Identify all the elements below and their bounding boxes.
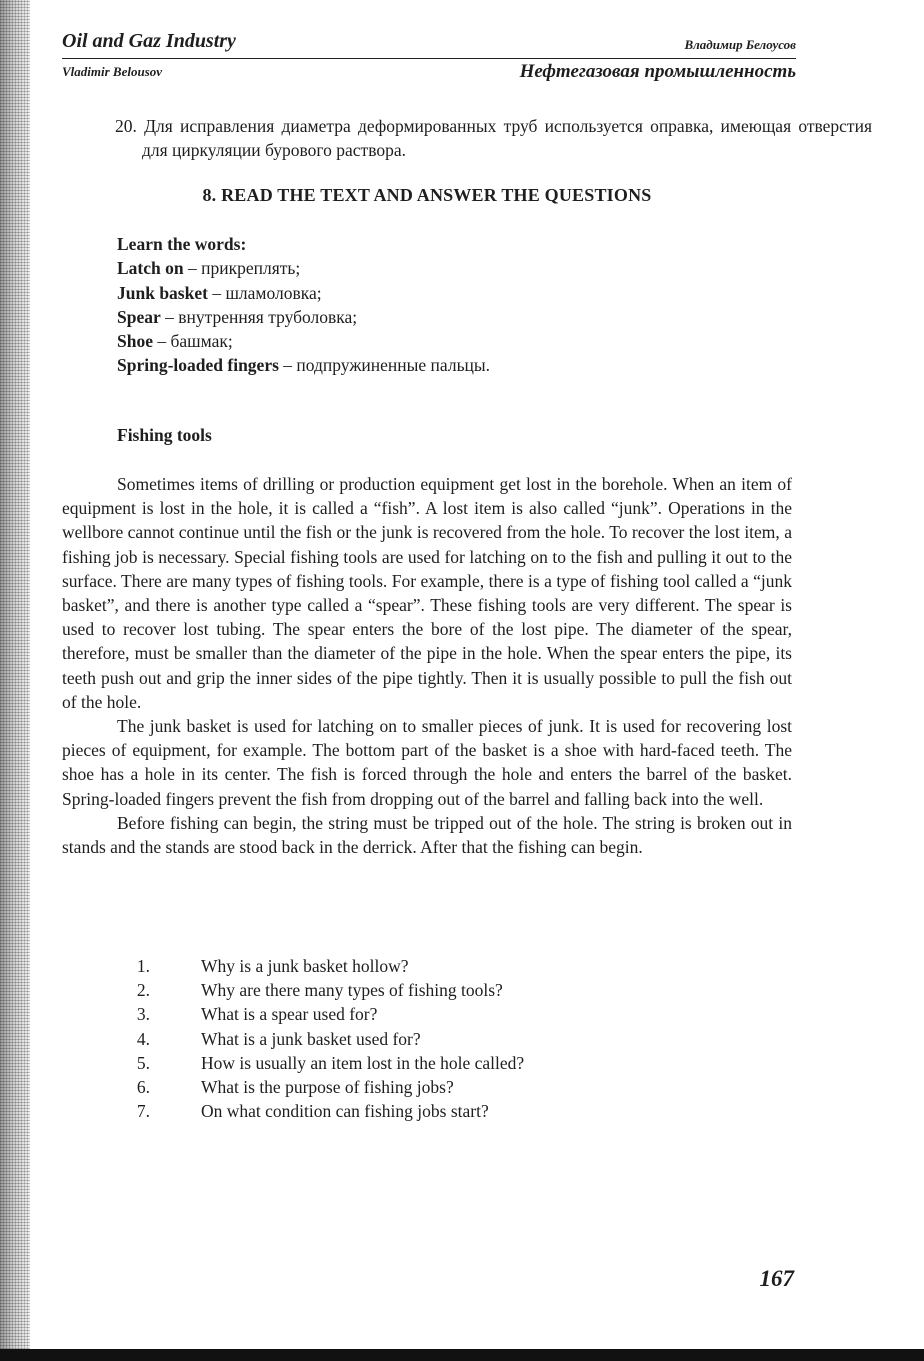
question-number: 5.: [136, 1052, 150, 1073]
question-number: 4.: [136, 1028, 150, 1049]
question-item: [128, 954, 728, 978]
question-item: [128, 1027, 728, 1051]
question-number: 6.: [136, 1076, 150, 1097]
vocabulary-item: [117, 305, 847, 329]
section-title: 8. READ THE TEXT AND ANSWER THE QUESTIONS: [202, 185, 652, 205]
question-item: [128, 1051, 728, 1075]
vocab-translation: – башмак;: [152, 331, 233, 352]
page-number: 167: [759, 1266, 794, 1291]
question-item: [128, 1002, 728, 1026]
question-text: Why is a junk basket hollow?: [201, 956, 409, 976]
question-list: [128, 954, 728, 1123]
running-head-bottom: [62, 61, 796, 83]
question-number: 2.: [136, 980, 150, 1001]
vocab-translation: – подпружиненные пальцы.: [278, 355, 491, 376]
vocab-translation: – шламоловка;: [207, 282, 322, 303]
binding-shadow: [0, 0, 30, 1361]
author-name-en: Vladimir Belousov: [62, 64, 163, 79]
vocabulary-item: [117, 353, 847, 377]
question-number: 7.: [136, 1101, 150, 1122]
vocabulary-item: [117, 256, 847, 280]
reading-text: [62, 472, 792, 859]
text-subtitle: Fishing tools: [117, 425, 212, 445]
running-head-top: [62, 30, 796, 59]
book-title-en: Oil and Gaz Industry: [62, 30, 236, 52]
question-text: Why are there many types of fishing tools?: [201, 980, 503, 1001]
exercise-item-20: 20. Для исправления диаметра деформированных труб используется оправка, имеющая отверстия для циркуляции бурового раствора.: [115, 116, 872, 160]
vocabulary-item: [117, 329, 847, 353]
question-text: What is the purpose of fishing jobs?: [201, 1076, 454, 1097]
vocab-translation: – внутренняя труболовка;: [160, 306, 358, 327]
vocab-term: Shoe: [117, 331, 153, 352]
scan-edge-bar: [0, 1349, 924, 1361]
vocab-term: Spring-loaded fingers: [117, 355, 279, 376]
paragraph: Sometimes items of drilling or production equipment get lost in the borehole. When an item of equipment is lost in the hole, it is called a “fish”. A lost item is also called “junk”. Operations in the wellbore cannot continue until the fish or the junk is recovered from the hole. To recover the lost item, a fishing job is necessary. Special fishing tools are used for latching on to the fish and pulling it out to the surface. There are many types of fishing tools. For example, there is a type of fishing tool called a “junk basket”, and there is another type called a “spear”. These fishing tools are very different. The spear is used to recover lost tubing. The spear enters the bore of the lost pipe. The diameter of the spear, therefore, must be smaller than the diameter of the pipe in the hole. When the spear enters the pipe, its teeth push out and grip the inner sides of the pipe tightly. Then it is usually possible to pull the fish out of the hole.: [62, 474, 792, 712]
question-item: [128, 1099, 728, 1123]
vocabulary-item: [117, 281, 847, 305]
question-text: What is a spear used for?: [201, 1004, 378, 1025]
question-text: What is a junk basket used for?: [201, 1028, 421, 1049]
vocab-translation: – прикреплять;: [183, 258, 301, 279]
question-item: [128, 978, 728, 1002]
paragraph: The junk basket is used for latching on to smaller pieces of junk. It is used for recovering lost pieces of equipment, for example. The bottom part of the basket is a shoe with hard-faced teeth. The shoe has a hole in its center. The fish is forced through the hole and enters the barrel of the basket. Spring-loaded fingers prevent the fish from dropping out of the barrel and falling back into the well.: [62, 716, 792, 809]
vocab-term: Junk basket: [117, 282, 208, 303]
vocab-term: Latch on: [117, 258, 184, 279]
paragraph: Before fishing can begin, the string must be tripped out of the hole. The string is broken out in stands and the stands are stood back in the derrick. After that the fishing can begin.: [62, 812, 792, 858]
author-name-ru: Владимир Белоусов: [684, 37, 796, 52]
vocab-term: Spear: [117, 306, 161, 327]
vocabulary-list: [62, 232, 847, 378]
book-title-ru: Нефтегазовая промышленность: [519, 61, 796, 82]
question-text: On what condition can fishing jobs start?: [201, 1101, 489, 1122]
question-number: 3.: [136, 1004, 150, 1025]
question-item: [128, 1075, 728, 1099]
vocabulary-heading: Learn the words:: [117, 234, 247, 254]
question-number: 1.: [136, 956, 150, 976]
question-text: How is usually an item lost in the hole called?: [201, 1052, 525, 1073]
